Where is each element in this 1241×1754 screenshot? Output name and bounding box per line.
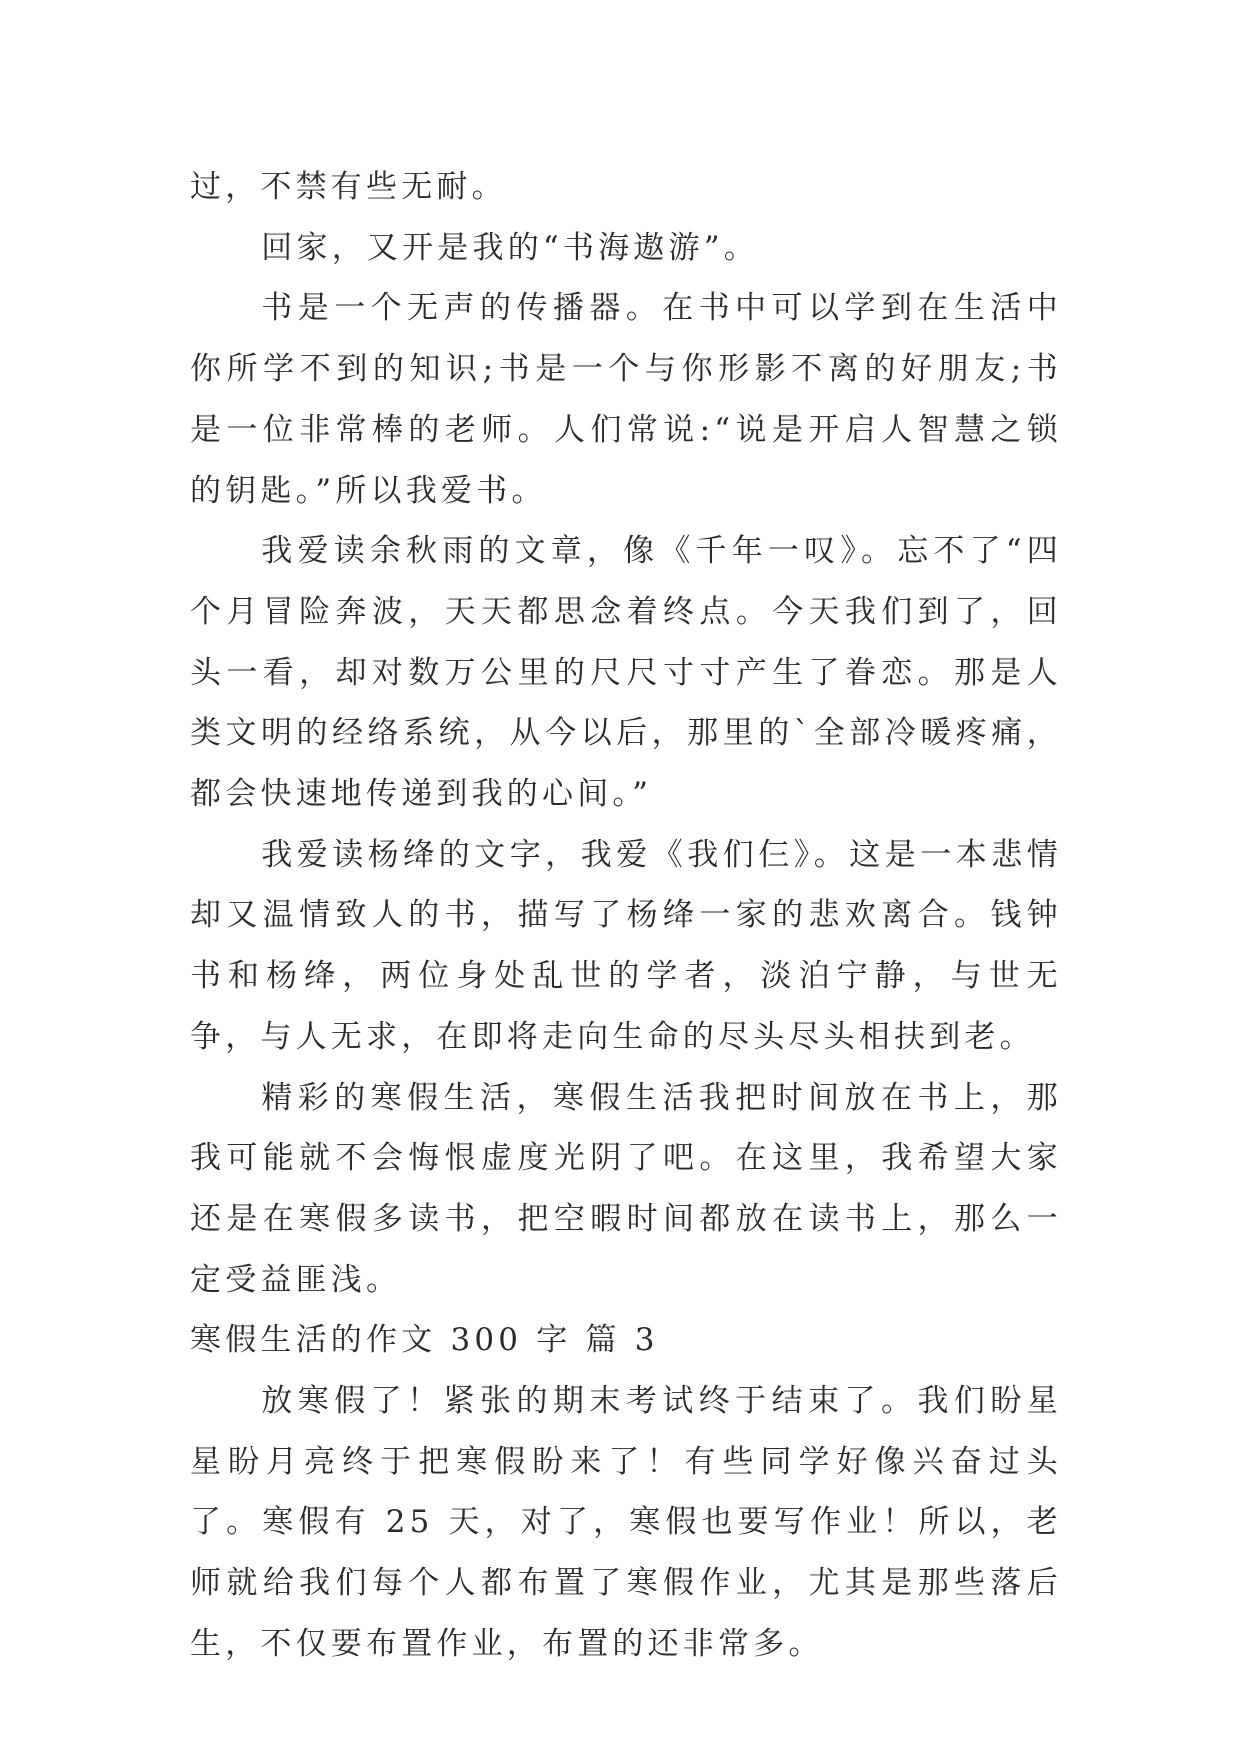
paragraph-book-is: 书是一个无声的传播器。在书中可以学到在生活中你所学不到的知识;书是一个与你形影不离的好朋友;书是一位非常棒的老师。人们常说:“说是开启人智慧之锁的钥匙。”所以我爱书。: [190, 290, 1062, 509]
paragraph-yang-jiang: 我爱读杨绛的文字，我爱《我们仨》。这是一本悲情却又温情致人的书，描写了杨绛一家的悲欢离合。钱钟书和杨绛，两位身处乱世的学者，淡泊宁静，与世无争，与人无求，在即将走向生命的尽头尽头相扶到老。: [190, 836, 1062, 1055]
paragraph-yu-qiuyu: 我爱读余秋雨的文章，像《千年一叹》。忘不了“四个月冒险奔波，天天都思念着终点。今天我们到了，回头一看，却对数万公里的尺尺寸寸产生了眷恋。那是人类文明的经络系统，从今以后，那里的`全部冷暖疼痛，都会快速地传递到我的心间。”: [190, 533, 1062, 813]
section-heading: 寒假生活的作文 300 字 篇 3: [190, 1322, 659, 1359]
paragraph-winter-reading: 精彩的寒假生活，寒假生活我把时间放在书上，那我可能就不会悔恨虚度光阴了吧。在这里，我希望大家还是在寒假多读书，把空暇时间都放在读书上，那么一定受益匪浅。: [190, 1079, 1062, 1298]
document-body: [190, 157, 1062, 1675]
paragraph-return-home: 回家，又开是我的“书海遨游”。: [261, 229, 759, 266]
paragraph-continuation: 过，不禁有些无耐。: [190, 169, 507, 205]
paragraph-winter-vacation: 放寒假了！紧张的期末考试终于结束了。我们盼星星盼月亮终于把寒假盼来了！有些同学好像兴奋过头了。寒假有 25 天，对了，寒假也要写作业！所以，老师就给我们每个人都布置了寒假作业，尤其是那些落后生，不仅要布置作业，布置的还非常多。: [190, 1383, 1062, 1662]
